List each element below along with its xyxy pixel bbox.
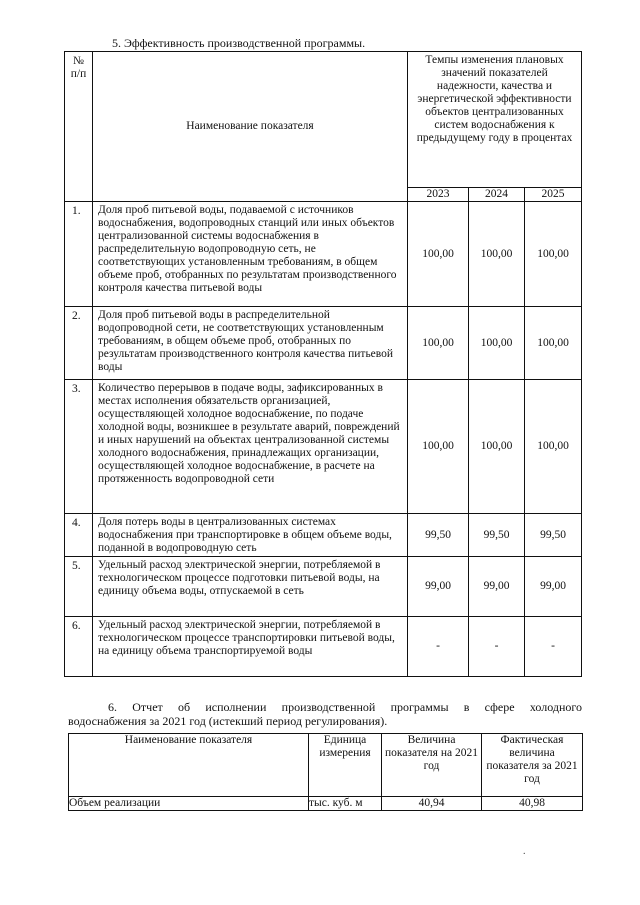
report-header-planned: Величина показателя на 2021 год [382, 734, 482, 797]
row-number: 2. [65, 307, 93, 380]
row-indicator-name: Удельный расход электрической энергии, потребляемой в технологическом процессе транспортировки питьевой воды, на единицу объема транспортируемой воды [93, 617, 408, 677]
year-2025: 2025 [525, 188, 582, 202]
column-header-number: № п/п [65, 52, 93, 202]
value-2025: 100,00 [525, 380, 582, 514]
report-header-row [69, 734, 583, 797]
report-table [68, 733, 583, 811]
table-row [65, 307, 582, 380]
year-2024: 2024 [469, 188, 525, 202]
value-2023: 100,00 [408, 202, 469, 307]
row-number: 4. [65, 514, 93, 557]
value-2024: - [469, 617, 525, 677]
table-row [65, 557, 582, 617]
row-indicator-name: Удельный расход электрической энергии, потребляемой в технологическом процессе подготовки питьевой воды, на единицу объема воды, отпускаемой в сеть [93, 557, 408, 617]
page-mark: . [523, 846, 526, 857]
value-2025: 99,00 [525, 557, 582, 617]
value-2025: 100,00 [525, 202, 582, 307]
row-number: 6. [65, 617, 93, 677]
row-indicator-name: Количество перерывов в подаче воды, зафиксированных в местах исполнения обязательств организацией, осуществляющей холодное водоснабжение, по подаче холодной воды, возникшее в результате аварий, повреждений и иных нарушений на объектах централизованной системы холодного водоснабжения, принадлежащих организации, осуществляющей холодное водоснабжение, в расчете на протяженность водопроводной сети [93, 380, 408, 514]
report-row-name: Объем реализации [69, 797, 309, 811]
efficiency-table [64, 51, 582, 677]
row-indicator-name: Доля потерь воды в централизованных системах водоснабжения при транспортировке в общем объеме воды, поданной в водопроводную сеть [93, 514, 408, 557]
row-number: 1. [65, 202, 93, 307]
column-header-name: Наименование показателя [93, 52, 408, 202]
table-row [65, 617, 582, 677]
value-2023: - [408, 617, 469, 677]
table-row [69, 797, 583, 811]
table-row [65, 514, 582, 557]
value-2024: 100,00 [469, 307, 525, 380]
report-row-unit: тыс. куб. м [309, 797, 382, 811]
table-row [65, 380, 582, 514]
year-2023: 2023 [408, 188, 469, 202]
report-row-actual: 40,98 [482, 797, 583, 811]
table-header-row [65, 52, 582, 188]
report-header-actual: Фактическая величина показателя за 2021 год [482, 734, 583, 797]
section-6-heading-line-1: 6. Отчет об исполнении производственной программы в сфере холодного [108, 700, 582, 714]
column-header-rates: Темпы изменения плановых значений показателей надежности, качества и энергетической эффективности объектов централизованных систем водоснабжения к предыдущему году в процентах [408, 52, 582, 188]
row-number: 5. [65, 557, 93, 617]
report-row-planned: 40,94 [382, 797, 482, 811]
report-header-name: Наименование показателя [69, 734, 309, 797]
value-2023: 100,00 [408, 380, 469, 514]
value-2023: 100,00 [408, 307, 469, 380]
value-2025: 99,50 [525, 514, 582, 557]
row-number: 3. [65, 380, 93, 514]
value-2024: 99,50 [469, 514, 525, 557]
value-2025: 100,00 [525, 307, 582, 380]
row-indicator-name: Доля проб питьевой воды в распределительной водопроводной сети, не соответствующих установленным требованиям, в общем объеме проб, отобранных по результатам производственного контроля качества питьевой воды [93, 307, 408, 380]
value-2024: 99,00 [469, 557, 525, 617]
value-2023: 99,00 [408, 557, 469, 617]
report-header-unit: Единица измерения [309, 734, 382, 797]
value-2024: 100,00 [469, 202, 525, 307]
value-2025: - [525, 617, 582, 677]
table-row [65, 202, 582, 307]
section-6-heading-line-2: водоснабжения за 2021 год (истекший период регулирования). [68, 714, 388, 728]
row-indicator-name: Доля проб питьевой воды, подаваемой с источников водоснабжения, водопроводных станций или иных объектов централизованной системы водоснабжения в распределительную водопроводную сеть, не соответствующих установленным требованиям, в общем объеме проб, отобранных по результатам производственного контроля качества питьевой воды [93, 202, 408, 307]
section-5-title: 5. Эффективность производственной программы. [112, 36, 366, 50]
value-2023: 99,50 [408, 514, 469, 557]
value-2024: 100,00 [469, 380, 525, 514]
section-6-heading [68, 700, 582, 728]
